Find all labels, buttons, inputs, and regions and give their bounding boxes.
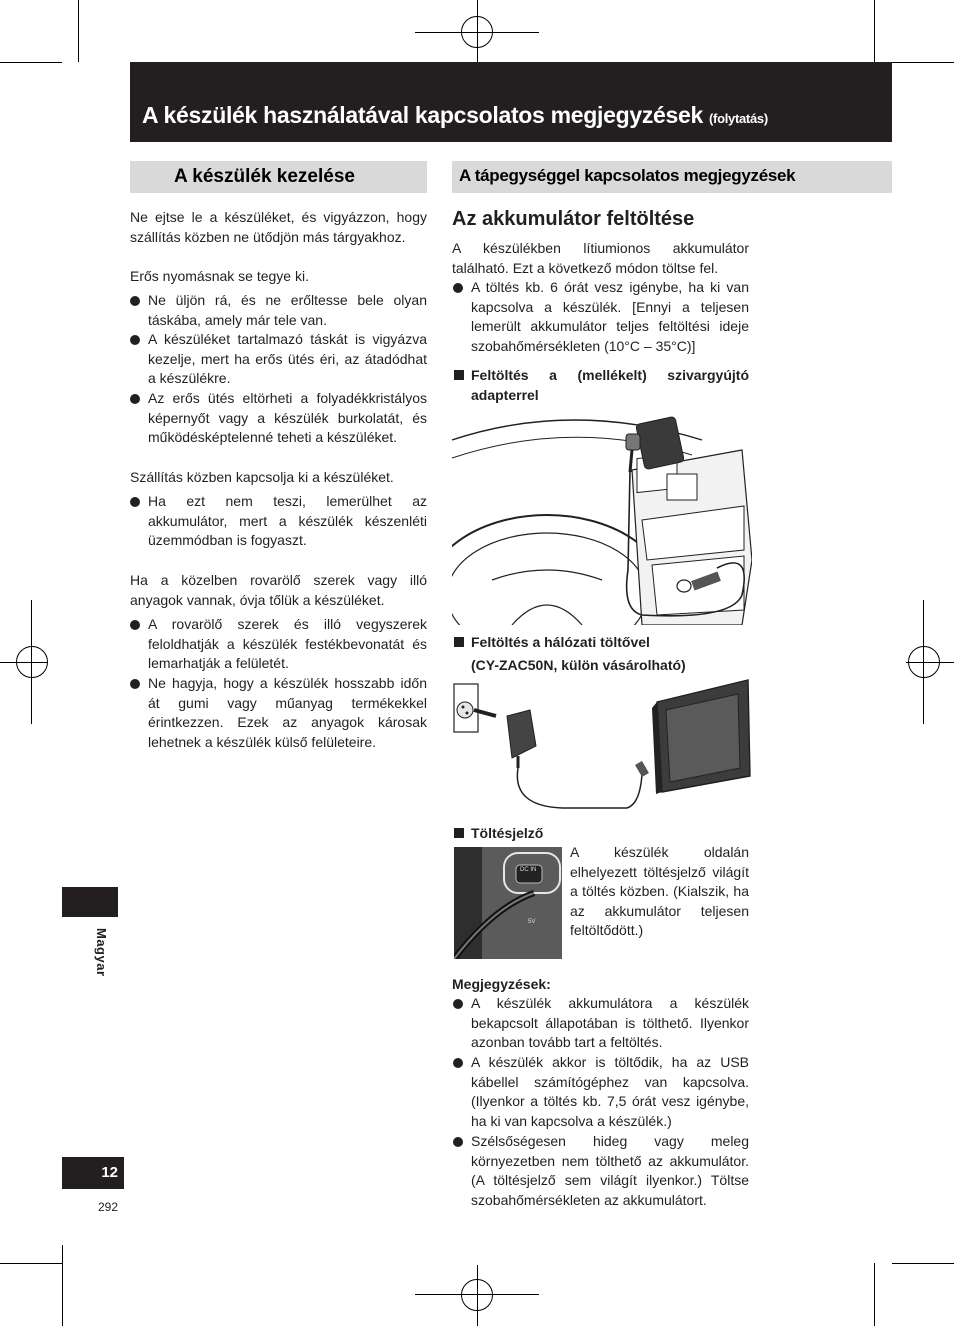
notes-heading: Megjegyzések: bbox=[452, 976, 551, 992]
crop-mark bbox=[892, 1263, 954, 1264]
square-bullet bbox=[454, 637, 464, 647]
section-header-power bbox=[452, 161, 892, 193]
bullet-item: Ne hagyja, hogy a készülék hosszabb időn át gumi vagy műanyag termékekkel érintkezzen. Ezek az anyagok károsak lehetnek a készülék külső felületeire. bbox=[148, 674, 427, 752]
page-number: 12 bbox=[101, 1164, 118, 1181]
crop-mark bbox=[892, 62, 954, 63]
method-heading: Feltöltés a (mellékelt) szivargyújtó adapterrel bbox=[471, 367, 749, 403]
indicator-description: A készülék oldalán elhelyezett töltésjelző világít a töltés közben. (Kialszik, ha az akkumulátor teljesen feltöltődött.) bbox=[570, 844, 749, 939]
page-title bbox=[142, 102, 768, 129]
paragraph: Ne ejtse le a készüléket, és vigyázzon, hogy szállítás közben ne ütődjön más tárgyakhoz. bbox=[130, 209, 427, 245]
paragraph: A készülékben lítiumionos akkumulátor található. Ezt a következő módon töltse fel. bbox=[452, 240, 749, 276]
registration-mark bbox=[908, 646, 940, 678]
page-title-text: A készülék használatával kapcsolatos megjegyzések bbox=[142, 102, 704, 128]
bullet-item: A rovarölő szerek és illó vegyszerek feloldhatják a készülék festékbevonatát és lemarhatják a felületét. bbox=[148, 615, 427, 674]
bullet-item: Az erős ütés eltörheti a folyadékkristályos képernyőt vagy a készülék burkolatát, és működésképtelenné teheti a készüléket. bbox=[148, 389, 427, 448]
bullet-item: A töltés kb. 6 órát vesz igénybe, ha ki van kapcsolva a készülék. [Ennyi a teljesen lemerült akkumulátor teljes feltöltési ideje szobahőmérsékleten (10°C – 35°C)] bbox=[471, 278, 749, 356]
photo-label: DC IN bbox=[520, 867, 537, 873]
subheading: Az akkumulátor feltöltése bbox=[452, 208, 695, 230]
square-bullet bbox=[454, 828, 464, 838]
section-title: A készülék kezelése bbox=[174, 166, 355, 187]
bullet-item: Ne üljön rá, és ne erőltesse bele olyan táskába, amely már tele van. bbox=[148, 291, 427, 330]
note-item: Szélsőségesen hideg vagy meleg környezetben nem tölthető az akkumulátor. (A töltésjelző sem világít ilyenkor.) Töltse szobahőmérsékleten az akkumulátort. bbox=[471, 1132, 749, 1210]
method-heading: (CY-ZAC50N, külön vásárolható) bbox=[471, 657, 686, 673]
method-heading: Töltésjelző bbox=[471, 825, 544, 841]
bullet-item: Ha ezt nem teszi, lemerülhet az akkumulátor, mert a készülék készenléti üzemmódban is fogyaszt. bbox=[148, 492, 427, 551]
language-tab bbox=[62, 887, 118, 917]
photo-label: 5V bbox=[528, 919, 536, 925]
note-item: A készülék akkor is töltődik, ha az USB kábellel számítógéphez van kapcsolva. (Ilyenkor a töltés kb. 7,5 órát vesz igénybe, ha ki van kapcsolva a készülék.) bbox=[471, 1053, 749, 1131]
section-title: A tápegységgel kapcsolatos megjegyzések bbox=[459, 166, 796, 185]
registration-mark bbox=[16, 646, 48, 678]
registration-mark bbox=[461, 1279, 493, 1311]
paragraph: Szállítás közben kapcsolja ki a készüléket. bbox=[130, 469, 394, 485]
note-item: A készülék akkumulátora a készülék bekapcsolt állapotában is tölthető. Ilyenkor azonban tovább tart a feltöltés. bbox=[471, 994, 749, 1053]
page-subtitle: (folytatás) bbox=[709, 111, 768, 126]
method-heading: Feltöltés a hálózati töltővel bbox=[471, 634, 650, 650]
square-bullet bbox=[454, 370, 464, 380]
registration-mark bbox=[461, 16, 493, 48]
crop-mark bbox=[874, 0, 875, 62]
bullet-item: A készüléket tartalmazó táskát is vigyázva kezelje, mert ha erős ütés éri, az átadódhat a készülékre. bbox=[148, 330, 427, 389]
total-page-number: 292 bbox=[97, 1200, 118, 1214]
crop-mark bbox=[874, 1263, 875, 1326]
crop-mark bbox=[0, 1263, 62, 1264]
ac-charger-illustration bbox=[452, 676, 752, 816]
crop-mark bbox=[78, 0, 79, 62]
section-header-handling bbox=[130, 161, 427, 193]
crop-mark bbox=[0, 62, 62, 63]
paragraph: Ha a közelben rovarölő szerek vagy illó anyagok vannak, óvja tőlük a készüléket. bbox=[130, 572, 427, 608]
car-charging-illustration bbox=[452, 410, 752, 625]
crop-mark bbox=[62, 1245, 63, 1326]
charge-indicator-photo bbox=[454, 847, 562, 959]
paragraph: Erős nyomásnak se tegye ki. bbox=[130, 268, 309, 284]
language-label: Magyar bbox=[94, 928, 109, 977]
